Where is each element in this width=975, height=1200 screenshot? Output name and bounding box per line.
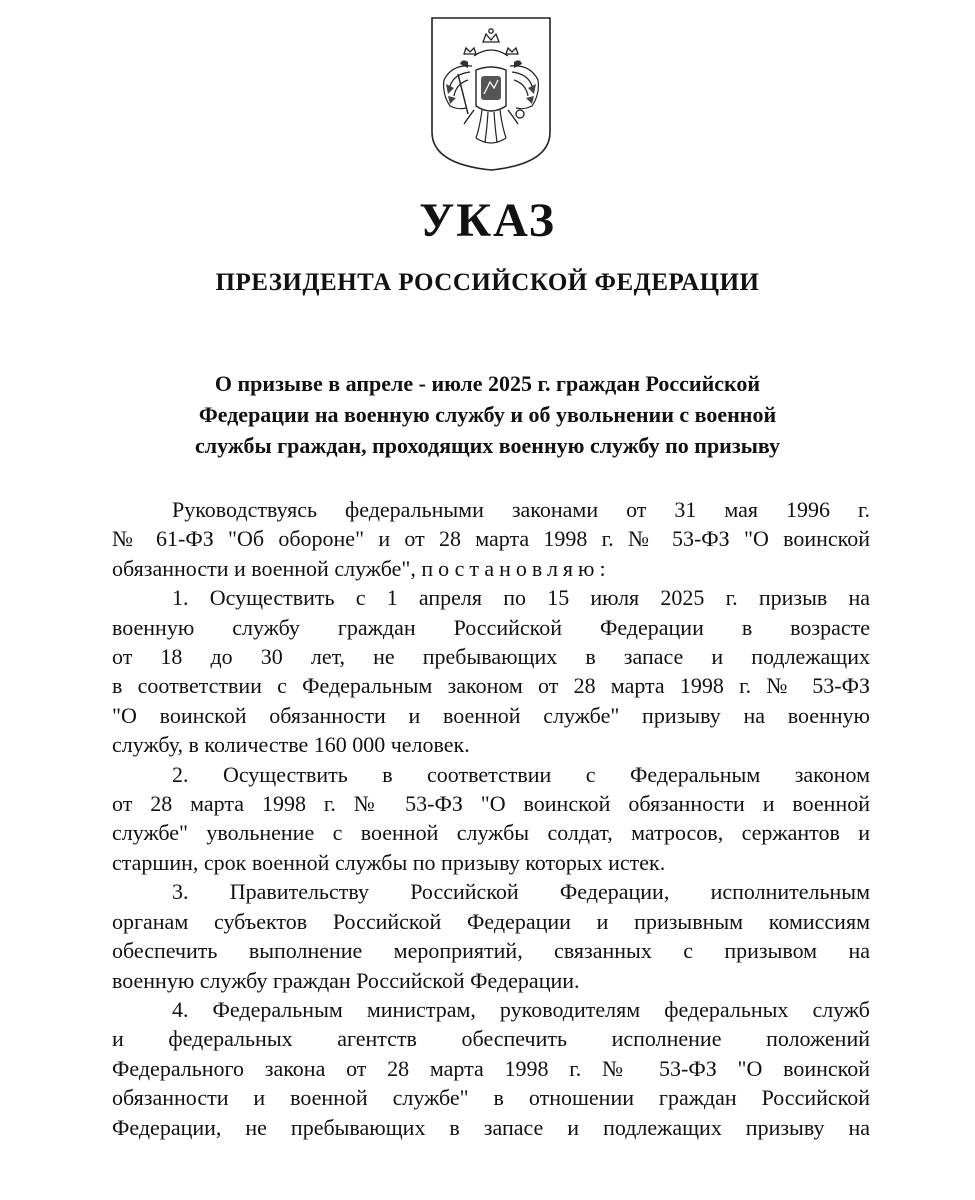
item-1-line: в соответствии с Федеральным законом от 28 марта 1998 г. № 53-ФЗ (112, 673, 870, 699)
decree-body (112, 495, 870, 1142)
document-title: УКАЗ (419, 194, 556, 247)
item-4-line: 4. Федеральным министрам, руководителям федеральных служб (172, 996, 870, 1022)
heading-line: службы граждан, проходящих военную службу по призыву (194, 433, 781, 458)
decree-heading (100, 368, 875, 461)
preamble-line: № 61-ФЗ "Об обороне" и от 28 марта 1998 г. № 53-ФЗ "О воинской (112, 526, 870, 552)
item-3-line: военную службу граждан Российской Федерации. (112, 967, 580, 993)
coat-of-arms-emblem (428, 14, 554, 174)
item-1-line: военную службу граждан Российской Федерации в возрасте (112, 614, 870, 640)
item-2-line: 2. Осуществить в соответствии с Федеральным законом (172, 761, 870, 787)
item-3-line: обеспечить выполнение мероприятий, связанных с призывом на (112, 938, 870, 964)
item-2-line: старшин, срок военной службы по призыву которых истек. (112, 849, 666, 875)
item-1-line: службу, в количестве 160 000 человек. (112, 732, 470, 758)
item-3-line: органам субъектов Российской Федерации и призывным комиссиям (112, 908, 870, 934)
preamble-line: Руководствуясь федеральными законами от 31 мая 1996 г. (172, 497, 870, 522)
document-subtitle: ПРЕЗИДЕНТА РОССИЙСКОЙ ФЕДЕРАЦИИ (215, 269, 760, 296)
preamble-line-text: обязанности и военной службе", (112, 555, 416, 581)
heading-line: Федерации на военную службу и об увольнении с военной (198, 402, 777, 427)
item-1-line: от 18 до 30 лет, не пребывающих в запасе и подлежащих (112, 644, 870, 670)
resolution-word: постановляю: (421, 555, 611, 581)
heading-line: О призыве в апреле - июле 2025 г. граждан Российской (214, 371, 761, 396)
item-1-line: 1. Осуществить с 1 апреля по 15 июля 2025 г. призыв на (172, 585, 870, 611)
item-3-line: 3. Правительству Российской Федерации, исполнительным (172, 879, 870, 905)
item-4-line: обязанности и военной службе" в отношении граждан Российской (112, 1085, 870, 1111)
preamble-line (112, 554, 870, 583)
item-4-line: Федерации, не пребывающих в запасе и подлежащих призыву на (112, 1114, 870, 1140)
item-4-line: Федерального закона от 28 марта 1998 г. № 53-ФЗ "О воинской (112, 1055, 870, 1081)
item-2-line: от 28 марта 1998 г. № 53-ФЗ "О воинской обязанности и военной (112, 791, 870, 817)
item-2-line: службе" увольнение с военной службы солдат, матросов, сержантов и (112, 820, 870, 846)
russian-coat-of-arms-icon (428, 14, 554, 174)
item-1-line: "О воинской обязанности и военной службе" призыву на военную (112, 702, 870, 728)
item-4-line: и федеральных агентств обеспечить исполнение положений (112, 1026, 870, 1052)
